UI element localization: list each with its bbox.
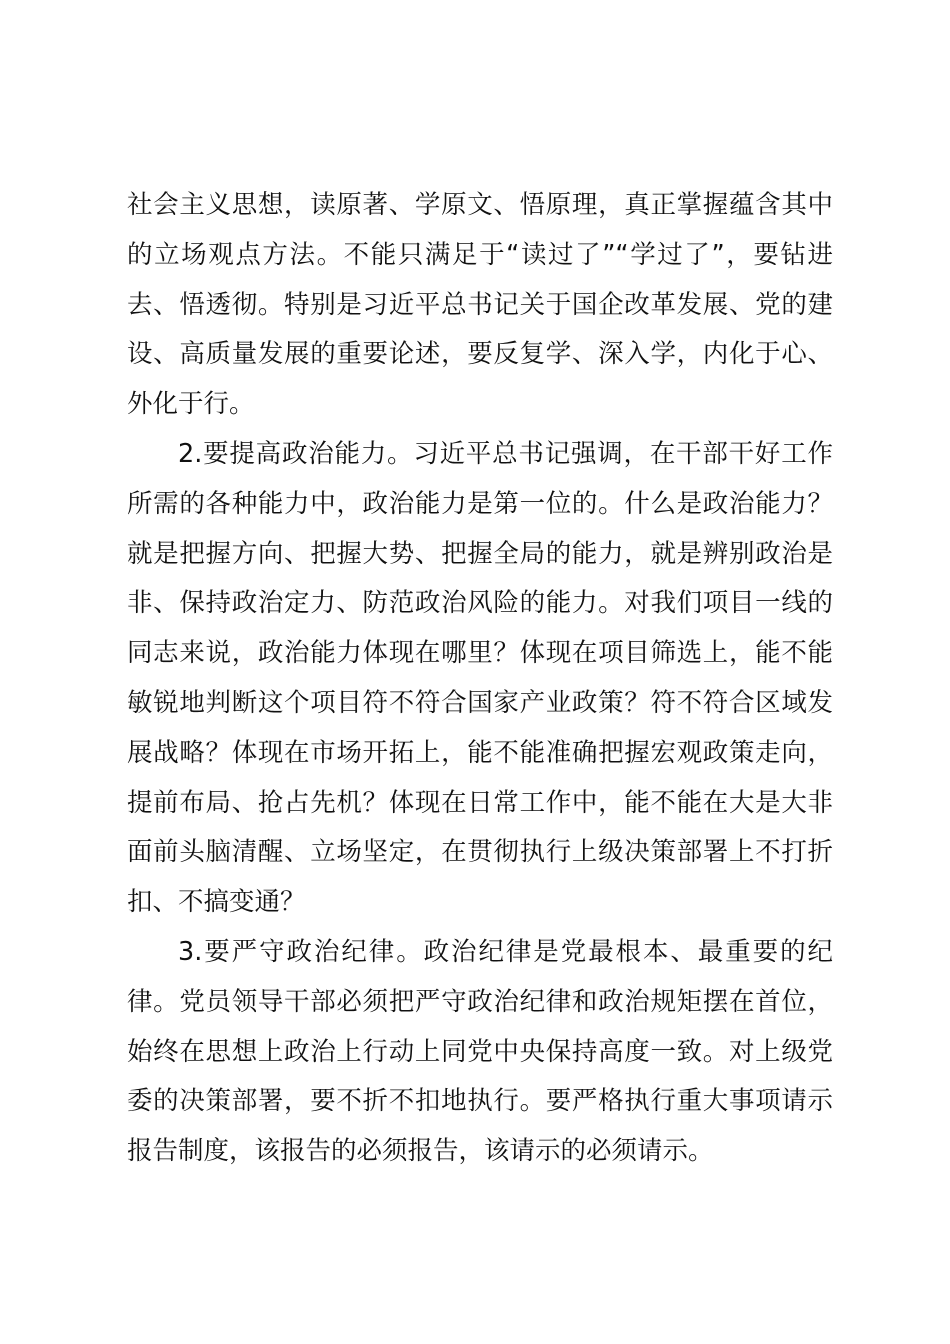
paragraph-continuation: 社会主义思想，读原著、学原文、悟原理，真正掌握蕴含其中的立场观点方法。不能只满足于“读过了”“学过了”，要钻进去、悟透彻。特别是习近平总书记关于国企改革发展、党的建设、高质量发展的重要论述，要反复学、深入学，内化于心、外化于行。: [127, 190, 833, 420]
paragraph-political-ability: 2.要提高政治能力。习近平总书记强调，在干部干好工作所需的各种能力中，政治能力是第一位的。什么是政治能力？就是把握方向、把握大势、把握全局的能力，就是辨别政治是非、保持政治定力、防范政治风险的能力。对我们项目一线的同志来说，政治能力体现在哪里？体现在项目筛选上，能不能敏锐地判断这个项目符不符合国家产业政策？符不符合区域发展战略？体现在市场开拓上，能不能准确把握宏观政策走向，提前布局、抢占先机？体现在日常工作中，能不能在大是大非面前头脑清醒、立场坚定，在贯彻执行上级决策部署上不打折扣、不搞变通？: [127, 438, 833, 918]
document-page: [127, 181, 833, 1177]
paragraph-political-discipline: 3.要严守政治纪律。政治纪律是党最根本、最重要的纪律。党员领导干部必须把严守政治纪律和政治规矩摆在首位，始终在思想上政治上行动上同党中央保持高度一致。对上级党委的决策部署，要不折不扣地执行。要严格执行重大事项请示报告制度，该报告的必须报告，该请示的必须请示。: [127, 936, 833, 1167]
